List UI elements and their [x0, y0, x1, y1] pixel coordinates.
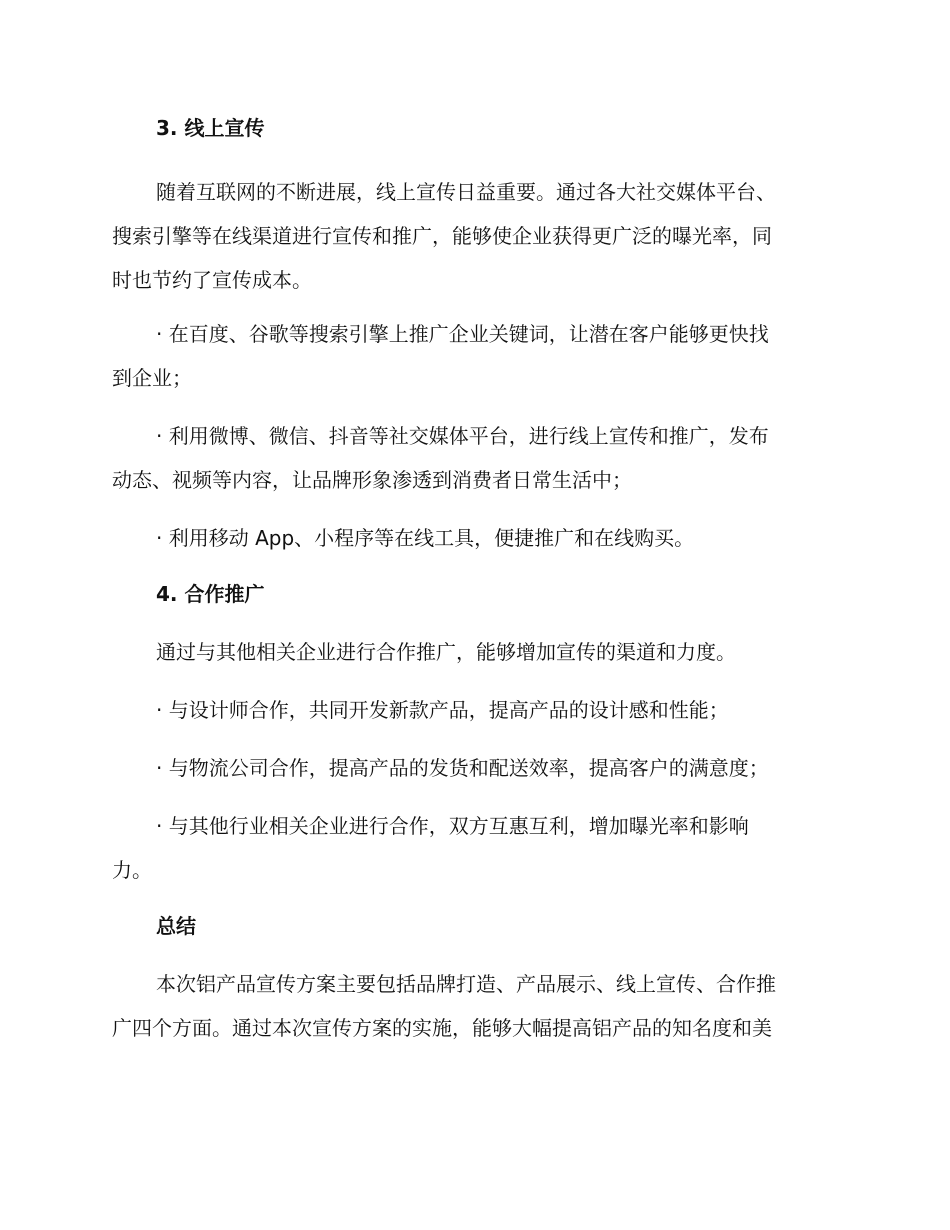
bullet-item-search-engines [112, 312, 842, 400]
bullet-line: · 与设计师合作，共同开发新款产品，提高产品的设计感和性能； [156, 698, 729, 722]
section-heading-cooperation: 4. 合作推广 [156, 582, 265, 606]
paragraph-summary [112, 962, 842, 1050]
bullet-line: · 与物流公司合作，提高产品的发货和配送效率，提高客户的满意度； [156, 756, 769, 780]
bullet-item-social-media [112, 414, 842, 502]
paragraph-cooperation-intro [112, 630, 842, 674]
paragraph-line: 本次铝产品宣传方案主要包括品牌打造、产品展示、线上宣传、合作推 [156, 972, 776, 996]
paragraph-online-intro [112, 170, 842, 302]
paragraph-line: 随着互联网的不断进展，线上宣传日益重要。通过各大社交媒体平台、 [156, 180, 776, 204]
bullet-item-logistics [112, 746, 842, 790]
bullet-line: · 利用移动 App、小程序等在线工具，便捷推广和在线购买。 [156, 526, 695, 550]
bullet-line: 力。 [112, 858, 152, 882]
section-heading-summary: 总结 [156, 914, 196, 938]
paragraph-line: 搜索引擎等在线渠道进行宣传和推广，能够使企业获得更广泛的曝光率，同 [112, 224, 772, 248]
bullet-item-designer [112, 688, 842, 732]
bullet-line: 动态、视频等内容，让品牌形象渗透到消费者日常生活中； [112, 468, 632, 492]
bullet-line: · 在百度、谷歌等搜索引擎上推广企业关键词，让潜在客户能够更快找 [156, 322, 769, 346]
bullet-item-industry-partners [112, 804, 842, 892]
bullet-line: 到企业； [112, 366, 192, 390]
paragraph-line: 时也节约了宣传成本。 [112, 268, 312, 292]
paragraph-line: 通过与其他相关企业进行合作推广，能够增加宣传的渠道和力度。 [156, 640, 736, 664]
bullet-line: · 利用微博、微信、抖音等社交媒体平台，进行线上宣传和推广，发布 [156, 424, 769, 448]
section-heading-online: 3. 线上宣传 [156, 116, 265, 140]
bullet-item-mobile-app [112, 516, 842, 560]
bullet-line: · 与其他行业相关企业进行合作，双方互惠互利，增加曝光率和影响 [156, 814, 749, 838]
paragraph-line: 广四个方面。通过本次宣传方案的实施，能够大幅提高铝产品的知名度和美 [112, 1016, 772, 1040]
